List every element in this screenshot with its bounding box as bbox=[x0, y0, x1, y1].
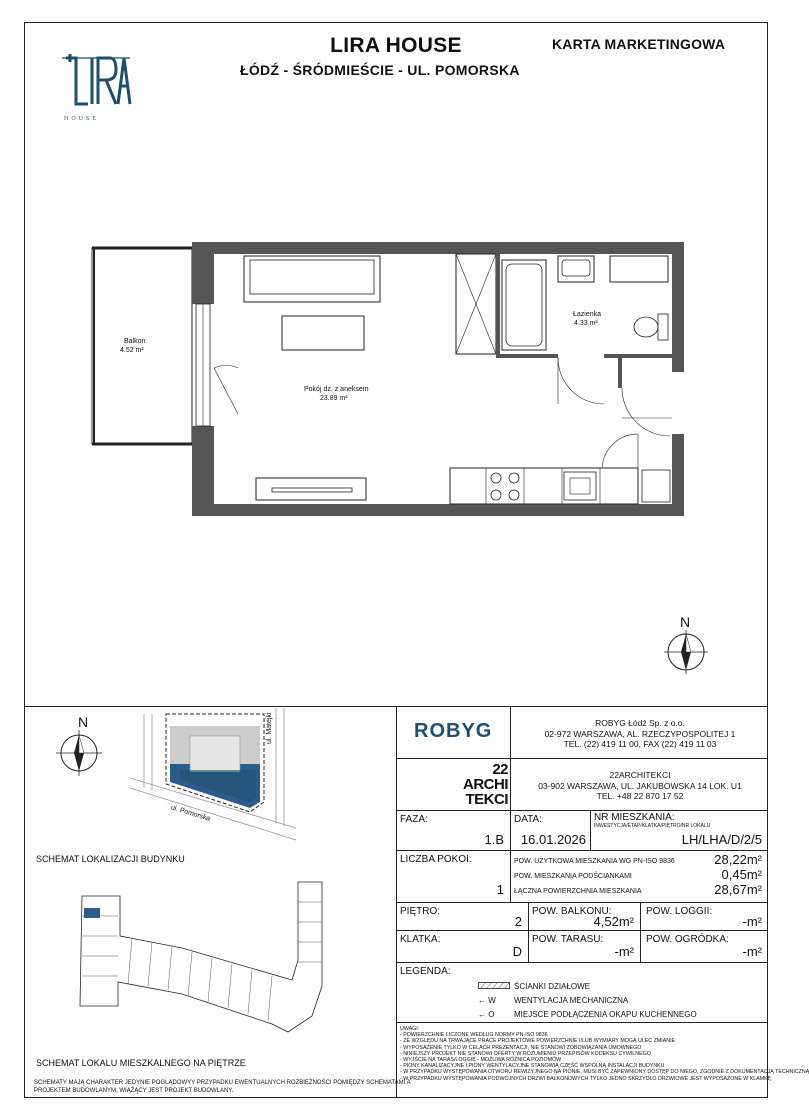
partition-wall-icon bbox=[478, 982, 510, 990]
developer-phone: TEL. (22) 419 11 00, FAX (22) 419 11 03 bbox=[563, 739, 717, 749]
taras-label: POW. TARASU: bbox=[532, 934, 604, 945]
architect-phone: TEL. +48 22 870 17 52 bbox=[596, 791, 684, 801]
street-pomorska: ul. Pomorska bbox=[169, 804, 211, 823]
taras-value: -m² bbox=[614, 944, 634, 959]
ogrodek-label: POW. OGRÓDKA: bbox=[646, 934, 729, 945]
project-location: ŁÓDŹ - ŚRÓDMIEŚCIE - UL. POMORSKA bbox=[240, 62, 520, 78]
nr-sublabel: INWESTYCJA/ETAP/KLATKA/PIĘTRO/NR LOKALU bbox=[594, 823, 711, 829]
document-type: KARTA MARKETINGOWA bbox=[552, 36, 726, 52]
bathroom-area: 4.33 m² bbox=[574, 320, 598, 327]
faza-value: 1.B bbox=[484, 832, 504, 847]
notes-title: UWAGI: bbox=[400, 1026, 420, 1032]
north-label: N bbox=[680, 614, 691, 630]
floor-schema bbox=[72, 876, 352, 1042]
faza-label: FAZA: bbox=[400, 814, 428, 825]
bathroom-label: Łazienka bbox=[573, 311, 602, 318]
pokoje-label: LICZBA POKOI: bbox=[400, 854, 472, 865]
floor-plan bbox=[86, 238, 692, 522]
data-value: 16.01.2026 bbox=[520, 832, 586, 847]
robyg-logo: ROBYG bbox=[414, 720, 493, 742]
legend-item-3: MIEJSCE PODŁĄCZENIA OKAPU KUCHENNEGO bbox=[514, 1010, 697, 1019]
ogrodek-value: -m² bbox=[742, 944, 762, 959]
lira-house-logo bbox=[60, 52, 132, 116]
pokoje-value: 1 bbox=[496, 882, 504, 897]
pow-podsciankami-label: POW. MIESZKANIA PODŚCIANKAMI bbox=[514, 873, 632, 880]
developer-info bbox=[512, 718, 768, 750]
pietro-label: PIĘTRO: bbox=[400, 906, 441, 917]
compass-icon bbox=[664, 630, 708, 674]
pow-uzytkowa-value: 28,22m² bbox=[714, 852, 762, 867]
nr-value: LH/LHA/D/2/5 bbox=[681, 832, 762, 847]
architect-name: 22ARCHITEKCI bbox=[609, 770, 671, 780]
balcony-label: Balkon bbox=[124, 338, 146, 345]
note-line: - ZE WZGLĘDU NA TRWAJĄCE PRACE PROJEKTOWE POWIERZCHNIE I/LUB WYMIARY MOGĄ ULEC ZMIANIE bbox=[400, 1038, 676, 1045]
pietro-value: 2 bbox=[514, 914, 522, 929]
legend-item-2: WENTYLACJA MECHANICZNA bbox=[514, 996, 629, 1005]
balcony-area: 4.52 m² bbox=[120, 347, 144, 354]
location-compass-icon bbox=[56, 730, 102, 776]
balkon-label: POW. BALKONU: bbox=[532, 906, 612, 917]
pow-laczna-value: 28,67m² bbox=[714, 882, 762, 897]
loggia-label: POW. LOGGII: bbox=[646, 906, 713, 917]
disclaimer-line-2: PROJEKTEM BUDOWLANYM, WIĄŻĄCY JEST PROJEKT BUDOWLANY. bbox=[34, 1088, 234, 1094]
legend-title: LEGENDA: bbox=[400, 966, 451, 977]
pow-laczna-label: ŁĄCZNA POWIERZCHNIA MIESZKANIA bbox=[514, 888, 642, 895]
location-schema-label: SCHEMAT LOKALIZACJI BUDYNKU bbox=[36, 854, 185, 864]
data-label: DATA: bbox=[514, 814, 542, 825]
developer-name: ROBYG Łódź Sp. z o.o. bbox=[595, 718, 685, 728]
balcony-hatch bbox=[92, 248, 192, 444]
legend-item-1: ŚCIANKI DZIAŁOWE bbox=[514, 982, 591, 991]
architect-logo: 22 ARCHI TEKCI bbox=[463, 761, 508, 808]
ventilation-icon: ← W bbox=[478, 996, 496, 1005]
note-line: - PIONY KANALIZACYJNE I PIONY WENTYLACYJNE STANOWIĄ CZĘŚĆ WSPÓLNĄ INSTALACJI BUDYNKU bbox=[400, 1063, 665, 1070]
loggia-value: -m² bbox=[742, 914, 762, 929]
street-matejki: ul. Matejki bbox=[266, 712, 273, 744]
architect-info bbox=[512, 770, 768, 802]
klatka-label: KLATKA: bbox=[400, 934, 441, 945]
architect-address: 03-902 WARSZAWA, UL. JAKUBOWSKA 14 LOK. U1 bbox=[538, 780, 742, 791]
floor-schema-label: SCHEMAT LOKALU MIESZKALNEGO NA PIĘTRZE bbox=[36, 1058, 246, 1068]
developer-address: 02-972 WARSZAWA, AL. RZECZYPOSPOLITEJ 1 bbox=[544, 728, 736, 739]
note-line: - W PRZYPADKU WYSTĘPOWANIA PODWÓJNYCH DRZWI BALKONOWYCH TYLKO JEDNO SKRZYDŁO DRZWIOWE JEST WYPOSAŻONE W KLAMKĘ bbox=[400, 1075, 772, 1082]
note-line: - WYPOSAŻENIE TYLKO W CELACH PREZENTACJI, NIE STANOWI ZOBOWIĄZANIA UMOWNEGO bbox=[400, 1044, 642, 1051]
notes bbox=[400, 1026, 809, 1082]
nr-label: NR MIESZKANIA: bbox=[594, 812, 675, 823]
note-line: - WYJŚCIE NA TARAS/LOGGIĘ - MOŻLIWA RÓŻNICA POZIOMÓW bbox=[400, 1057, 562, 1064]
location-north-label: N bbox=[78, 714, 89, 730]
note-line: - NINIEJSZY PROJEKT NIE STANOWI OFERTY W ROZUMIENIU PRZEPISÓW KODEKSU CYWILNEGO bbox=[400, 1050, 651, 1057]
disclaimer-line-1: SCHEMATY MAJĄ CHARAKTER JEDYNIE POGLĄDOWYY PRZYPADKU EWENTUALNYCH ROZBIEŻNOŚCI POMIĘDZY SCHEMATAMI A bbox=[34, 1080, 411, 1086]
klatka-value: D bbox=[512, 944, 522, 959]
room-label: Pokój dz. z aneksem bbox=[304, 386, 369, 393]
room-area: 23.89 m² bbox=[320, 395, 348, 402]
pow-podsciankami-value: 0,45m² bbox=[721, 867, 762, 882]
pow-uzytkowa-label: POW. UŻYTKOWA MIESZKANIA WG PN-ISO 9836 bbox=[514, 858, 675, 865]
note-line: - W PRZYPADKU WYSTĘPOWANIA OTWORU REWIZYJNEGO NA PIONIE, MUSI BYĆ ZAPEWNIONY DOSTĘP DO NIEGO, ZGODNIE Z DOKUMENTACJĄ TECHNICZNĄ bbox=[400, 1069, 809, 1076]
logo-subtext: HOUSE bbox=[64, 116, 100, 122]
project-title: LIRA HOUSE bbox=[330, 34, 462, 57]
location-map bbox=[126, 708, 306, 856]
note-line: - POWIERZCHNIE LICZONE WEDŁUG NORMY PN-ISO 9836 bbox=[400, 1032, 548, 1039]
balkon-value: 4,52m² bbox=[593, 914, 634, 929]
hood-connection-icon: ← O bbox=[478, 1010, 495, 1019]
